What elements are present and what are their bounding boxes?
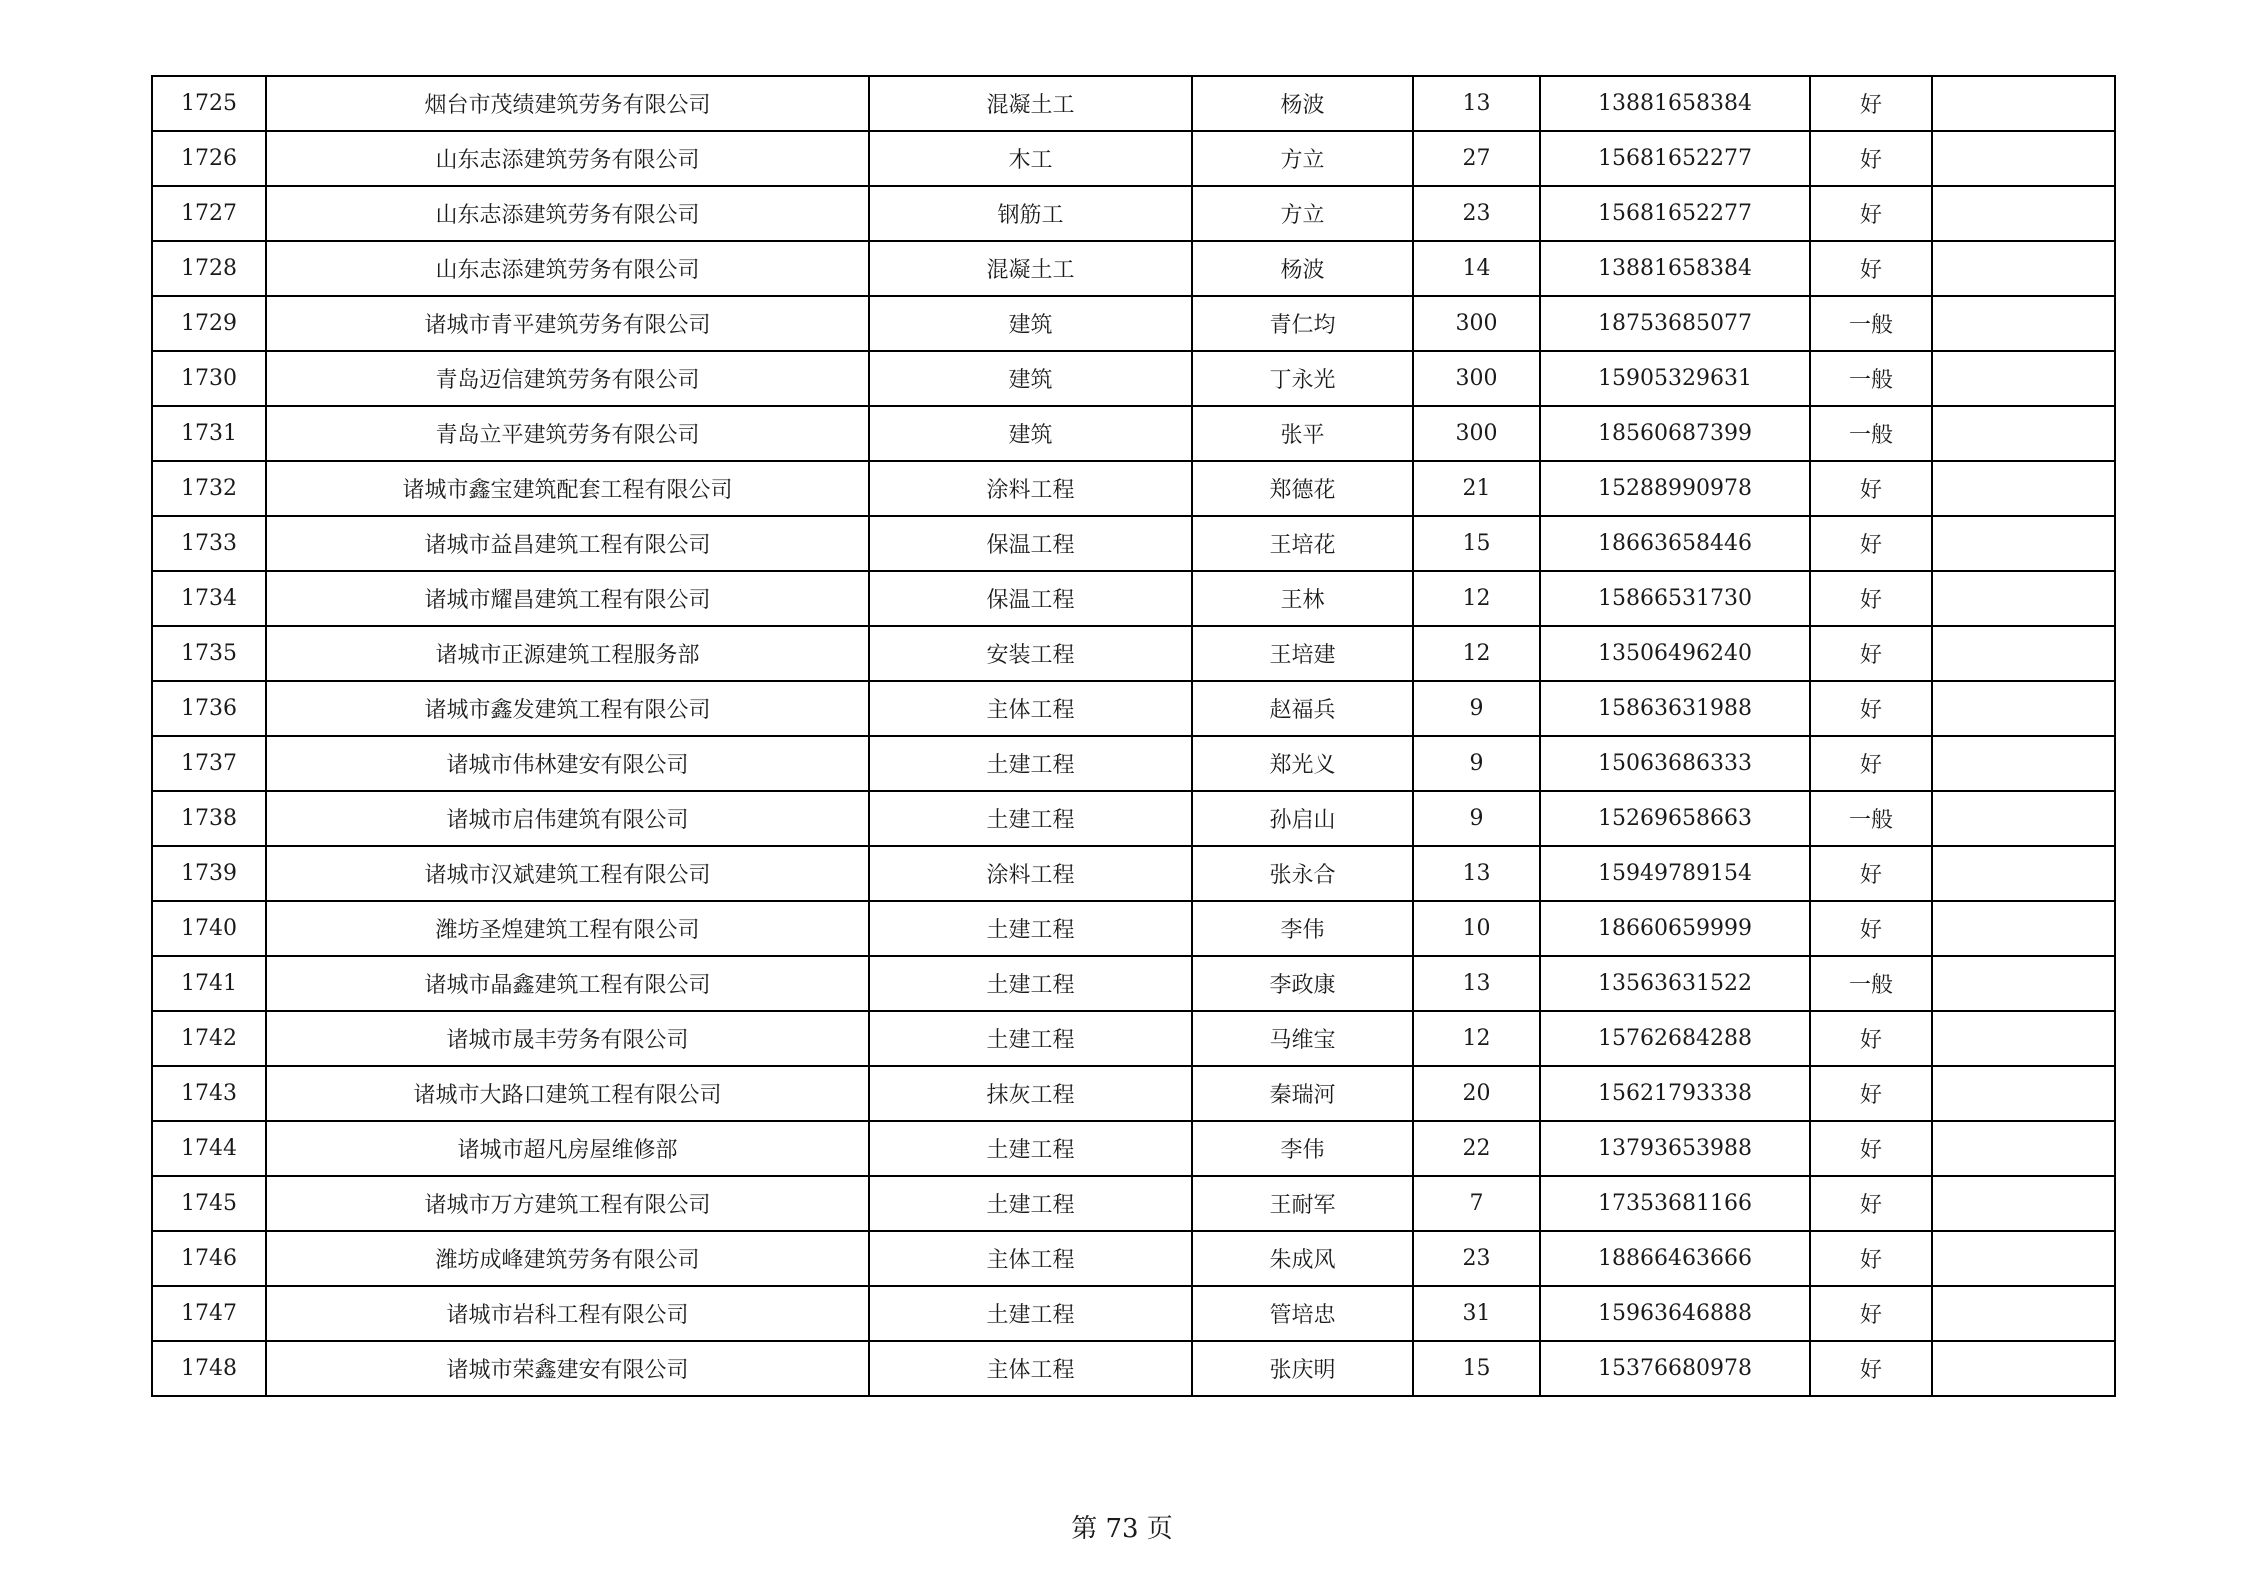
company-name-cell: 诸城市超凡房屋维修部 [266,1121,869,1176]
row-number-cell: 1741 [152,956,266,1011]
table-row [152,901,2115,956]
remarks-cell [1932,736,2115,791]
phone-number-cell: 17353681166 [1540,1176,1810,1231]
table-row [152,1231,2115,1286]
row-number-cell: 1727 [152,186,266,241]
work-type-cell: 建筑 [869,296,1192,351]
company-name-cell: 诸城市鑫发建筑工程有限公司 [266,681,869,736]
phone-number-cell: 15905329631 [1540,351,1810,406]
row-number-cell: 1744 [152,1121,266,1176]
row-number-cell: 1726 [152,131,266,186]
row-number-cell: 1739 [152,846,266,901]
worker-count-cell: 23 [1413,1231,1540,1286]
table-row [152,1176,2115,1231]
company-name-cell: 诸城市荣鑫建安有限公司 [266,1341,869,1396]
worker-count-cell: 7 [1413,1176,1540,1231]
table-row [152,241,2115,296]
worker-count-cell: 12 [1413,626,1540,681]
worker-count-cell: 15 [1413,516,1540,571]
company-name-cell: 诸城市岩科工程有限公司 [266,1286,869,1341]
remarks-cell [1932,76,2115,131]
contact-name-cell: 管培忠 [1192,1286,1413,1341]
table-row [152,791,2115,846]
remarks-cell [1932,516,2115,571]
remarks-cell [1932,241,2115,296]
contact-name-cell: 郑光义 [1192,736,1413,791]
table-row [152,626,2115,681]
work-type-cell: 抹灰工程 [869,1066,1192,1121]
company-name-cell: 山东志添建筑劳务有限公司 [266,241,869,296]
row-number-cell: 1740 [152,901,266,956]
rating-cell: 一般 [1810,791,1932,846]
work-type-cell: 保温工程 [869,571,1192,626]
phone-number-cell: 15866531730 [1540,571,1810,626]
contact-name-cell: 王林 [1192,571,1413,626]
row-number-cell: 1730 [152,351,266,406]
phone-number-cell: 15681652277 [1540,186,1810,241]
company-name-cell: 潍坊圣煌建筑工程有限公司 [266,901,869,956]
records-table [151,75,2116,1397]
row-number-cell: 1736 [152,681,266,736]
remarks-cell [1932,1231,2115,1286]
phone-number-cell: 15376680978 [1540,1341,1810,1396]
remarks-cell [1932,351,2115,406]
work-type-cell: 土建工程 [869,1176,1192,1231]
contact-name-cell: 郑德花 [1192,461,1413,516]
row-number-cell: 1733 [152,516,266,571]
worker-count-cell: 23 [1413,186,1540,241]
contact-name-cell: 秦瑞河 [1192,1066,1413,1121]
worker-count-cell: 22 [1413,1121,1540,1176]
work-type-cell: 钢筋工 [869,186,1192,241]
contact-name-cell: 李伟 [1192,1121,1413,1176]
table-row [152,1286,2115,1341]
phone-number-cell: 15621793338 [1540,1066,1810,1121]
rating-cell: 好 [1810,626,1932,681]
company-name-cell: 诸城市晟丰劳务有限公司 [266,1011,869,1066]
phone-number-cell: 18663658446 [1540,516,1810,571]
rating-cell: 好 [1810,516,1932,571]
table-row [152,1066,2115,1121]
contact-name-cell: 方立 [1192,131,1413,186]
worker-count-cell: 13 [1413,846,1540,901]
rating-cell: 好 [1810,681,1932,736]
remarks-cell [1932,1286,2115,1341]
worker-count-cell: 10 [1413,901,1540,956]
contact-name-cell: 方立 [1192,186,1413,241]
worker-count-cell: 300 [1413,351,1540,406]
worker-count-cell: 31 [1413,1286,1540,1341]
table-row [152,846,2115,901]
phone-number-cell: 15681652277 [1540,131,1810,186]
rating-cell: 好 [1810,901,1932,956]
remarks-cell [1932,791,2115,846]
worker-count-cell: 9 [1413,736,1540,791]
company-name-cell: 潍坊成峰建筑劳务有限公司 [266,1231,869,1286]
contact-name-cell: 张平 [1192,406,1413,461]
worker-count-cell: 21 [1413,461,1540,516]
company-name-cell: 诸城市青平建筑劳务有限公司 [266,296,869,351]
page-number: 第 73 页 [1071,1514,1173,1544]
work-type-cell: 混凝土工 [869,241,1192,296]
company-name-cell: 青岛立平建筑劳务有限公司 [266,406,869,461]
contact-name-cell: 张永合 [1192,846,1413,901]
remarks-cell [1932,461,2115,516]
rating-cell: 好 [1810,571,1932,626]
rating-cell: 好 [1810,1011,1932,1066]
phone-number-cell: 15963646888 [1540,1286,1810,1341]
phone-number-cell: 15269658663 [1540,791,1810,846]
remarks-cell [1932,406,2115,461]
company-name-cell: 诸城市耀昌建筑工程有限公司 [266,571,869,626]
row-number-cell: 1743 [152,1066,266,1121]
phone-number-cell: 15288990978 [1540,461,1810,516]
work-type-cell: 土建工程 [869,956,1192,1011]
row-number-cell: 1737 [152,736,266,791]
rating-cell: 好 [1810,131,1932,186]
remarks-cell [1932,901,2115,956]
work-type-cell: 土建工程 [869,1286,1192,1341]
work-type-cell: 主体工程 [869,681,1192,736]
table-row [152,461,2115,516]
contact-name-cell: 赵福兵 [1192,681,1413,736]
table-body [152,76,2115,1396]
remarks-cell [1932,1011,2115,1066]
rating-cell: 好 [1810,76,1932,131]
phone-number-cell: 15863631988 [1540,681,1810,736]
worker-count-cell: 9 [1413,791,1540,846]
company-name-cell: 诸城市启伟建筑有限公司 [266,791,869,846]
table-row [152,681,2115,736]
contact-name-cell: 马维宝 [1192,1011,1413,1066]
table-row [152,351,2115,406]
work-type-cell: 涂料工程 [869,846,1192,901]
rating-cell: 好 [1810,461,1932,516]
row-number-cell: 1728 [152,241,266,296]
remarks-cell [1932,626,2115,681]
row-number-cell: 1732 [152,461,266,516]
contact-name-cell: 王培花 [1192,516,1413,571]
rating-cell: 一般 [1810,406,1932,461]
contact-name-cell: 丁永光 [1192,351,1413,406]
remarks-cell [1932,131,2115,186]
contact-name-cell: 杨波 [1192,76,1413,131]
table-row [152,571,2115,626]
row-number-cell: 1735 [152,626,266,681]
contact-name-cell: 王耐军 [1192,1176,1413,1231]
work-type-cell: 土建工程 [869,736,1192,791]
rating-cell: 好 [1810,846,1932,901]
company-name-cell: 山东志添建筑劳务有限公司 [266,131,869,186]
work-type-cell: 主体工程 [869,1231,1192,1286]
rating-cell: 好 [1810,1176,1932,1231]
company-name-cell: 诸城市大路口建筑工程有限公司 [266,1066,869,1121]
work-type-cell: 安装工程 [869,626,1192,681]
table-row [152,516,2115,571]
company-name-cell: 诸城市益昌建筑工程有限公司 [266,516,869,571]
worker-count-cell: 300 [1413,296,1540,351]
work-type-cell: 建筑 [869,351,1192,406]
work-type-cell: 土建工程 [869,1121,1192,1176]
worker-count-cell: 12 [1413,1011,1540,1066]
work-type-cell: 木工 [869,131,1192,186]
remarks-cell [1932,846,2115,901]
row-number-cell: 1734 [152,571,266,626]
work-type-cell: 土建工程 [869,1011,1192,1066]
rating-cell: 好 [1810,1066,1932,1121]
phone-number-cell: 13563631522 [1540,956,1810,1011]
phone-number-cell: 18753685077 [1540,296,1810,351]
remarks-cell [1932,296,2115,351]
contact-name-cell: 孙启山 [1192,791,1413,846]
worker-count-cell: 20 [1413,1066,1540,1121]
contact-name-cell: 朱成风 [1192,1231,1413,1286]
remarks-cell [1932,1176,2115,1231]
remarks-cell [1932,571,2115,626]
worker-count-cell: 27 [1413,131,1540,186]
contact-name-cell: 王培建 [1192,626,1413,681]
remarks-cell [1932,956,2115,1011]
company-name-cell: 诸城市正源建筑工程服务部 [266,626,869,681]
rating-cell: 好 [1810,736,1932,791]
company-name-cell: 诸城市鑫宝建筑配套工程有限公司 [266,461,869,516]
rating-cell: 好 [1810,1231,1932,1286]
phone-number-cell: 18866463666 [1540,1231,1810,1286]
work-type-cell: 保温工程 [869,516,1192,571]
table-row [152,1011,2115,1066]
worker-count-cell: 15 [1413,1341,1540,1396]
table-row [152,956,2115,1011]
worker-count-cell: 9 [1413,681,1540,736]
company-name-cell: 诸城市晶鑫建筑工程有限公司 [266,956,869,1011]
remarks-cell [1932,1341,2115,1396]
rating-cell: 好 [1810,241,1932,296]
table-row [152,296,2115,351]
worker-count-cell: 13 [1413,956,1540,1011]
phone-number-cell: 13793653988 [1540,1121,1810,1176]
remarks-cell [1932,1066,2115,1121]
row-number-cell: 1748 [152,1341,266,1396]
phone-number-cell: 15949789154 [1540,846,1810,901]
table-row [152,76,2115,131]
row-number-cell: 1747 [152,1286,266,1341]
contact-name-cell: 张庆明 [1192,1341,1413,1396]
rating-cell: 一般 [1810,296,1932,351]
table-row [152,131,2115,186]
contact-name-cell: 杨波 [1192,241,1413,296]
rating-cell: 好 [1810,1341,1932,1396]
work-type-cell: 主体工程 [869,1341,1192,1396]
rating-cell: 好 [1810,1121,1932,1176]
worker-count-cell: 300 [1413,406,1540,461]
phone-number-cell: 13881658384 [1540,76,1810,131]
rating-cell: 一般 [1810,351,1932,406]
rating-cell: 好 [1810,1286,1932,1341]
worker-count-cell: 12 [1413,571,1540,626]
row-number-cell: 1738 [152,791,266,846]
work-type-cell: 土建工程 [869,791,1192,846]
remarks-cell [1932,186,2115,241]
phone-number-cell: 13506496240 [1540,626,1810,681]
work-type-cell: 混凝土工 [869,76,1192,131]
phone-number-cell: 15762684288 [1540,1011,1810,1066]
company-name-cell: 山东志添建筑劳务有限公司 [266,186,869,241]
contact-name-cell: 李伟 [1192,901,1413,956]
row-number-cell: 1725 [152,76,266,131]
company-name-cell: 诸城市万方建筑工程有限公司 [266,1176,869,1231]
table-row [152,406,2115,461]
work-type-cell: 建筑 [869,406,1192,461]
company-name-cell: 烟台市茂绩建筑劳务有限公司 [266,76,869,131]
company-name-cell: 诸城市伟林建安有限公司 [266,736,869,791]
worker-count-cell: 13 [1413,76,1540,131]
row-number-cell: 1742 [152,1011,266,1066]
company-name-cell: 青岛迈信建筑劳务有限公司 [266,351,869,406]
row-number-cell: 1745 [152,1176,266,1231]
phone-number-cell: 15063686333 [1540,736,1810,791]
remarks-cell [1932,1121,2115,1176]
row-number-cell: 1746 [152,1231,266,1286]
phone-number-cell: 18560687399 [1540,406,1810,461]
company-name-cell: 诸城市汉斌建筑工程有限公司 [266,846,869,901]
rating-cell: 一般 [1810,956,1932,1011]
phone-number-cell: 13881658384 [1540,241,1810,296]
work-type-cell: 土建工程 [869,901,1192,956]
row-number-cell: 1729 [152,296,266,351]
phone-number-cell: 18660659999 [1540,901,1810,956]
remarks-cell [1932,681,2115,736]
table-row [152,186,2115,241]
table-row [152,1341,2115,1396]
rating-cell: 好 [1810,186,1932,241]
worker-count-cell: 14 [1413,241,1540,296]
table-row [152,736,2115,791]
table-row [152,1121,2115,1176]
contact-name-cell: 青仁均 [1192,296,1413,351]
contact-name-cell: 李政康 [1192,956,1413,1011]
work-type-cell: 涂料工程 [869,461,1192,516]
row-number-cell: 1731 [152,406,266,461]
